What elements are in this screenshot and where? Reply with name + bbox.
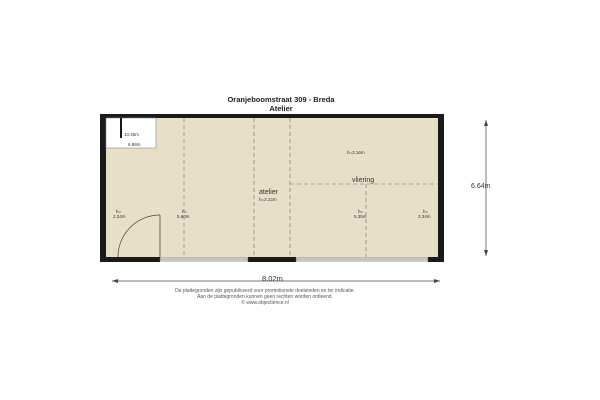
height-label-1: h= xyxy=(116,209,122,214)
height-label-4: h= xyxy=(423,209,429,214)
total-width-label: 8.02m xyxy=(262,274,283,283)
height-value-3: 5.35m xyxy=(354,214,367,219)
atelier-height: h=2.22m xyxy=(259,197,277,202)
width-dim-arrow-right xyxy=(434,279,440,283)
disclaimer-line-3: © www.objectlence.nl xyxy=(241,300,289,306)
height-dim-arrow-top xyxy=(484,120,488,126)
height-value-4: 3.34m xyxy=(418,214,431,219)
vliering-height: h=3.16m xyxy=(347,150,365,155)
closet-dim-2: 6.88m xyxy=(128,142,141,147)
height-value-2: 5.60m xyxy=(177,214,190,219)
height-label-2: h= xyxy=(182,209,188,214)
width-dim-arrow-left xyxy=(112,279,118,283)
vliering-label: vliering xyxy=(352,177,375,184)
height-value-1: 2.34m xyxy=(113,214,126,219)
plan-title: Oranjeboomstraat 309 - Breda xyxy=(227,95,335,104)
closet-dim-1: 10.45m xyxy=(124,132,140,137)
disclaimer-line-2: Aan de plattegronden kunnen geen rechten worden ontleend. xyxy=(197,294,333,300)
height-label-3: h= xyxy=(358,209,364,214)
plan-subtitle: Atelier xyxy=(269,104,293,113)
total-height-label: 6.64m xyxy=(471,183,491,190)
disclaimer-line-1: De plattegronden zijn gepubliceerd voor promotionele doeleinden en ter indicatie. xyxy=(175,288,355,294)
atelier-label: atelier xyxy=(259,189,279,196)
height-dim-arrow-bottom xyxy=(484,250,488,256)
